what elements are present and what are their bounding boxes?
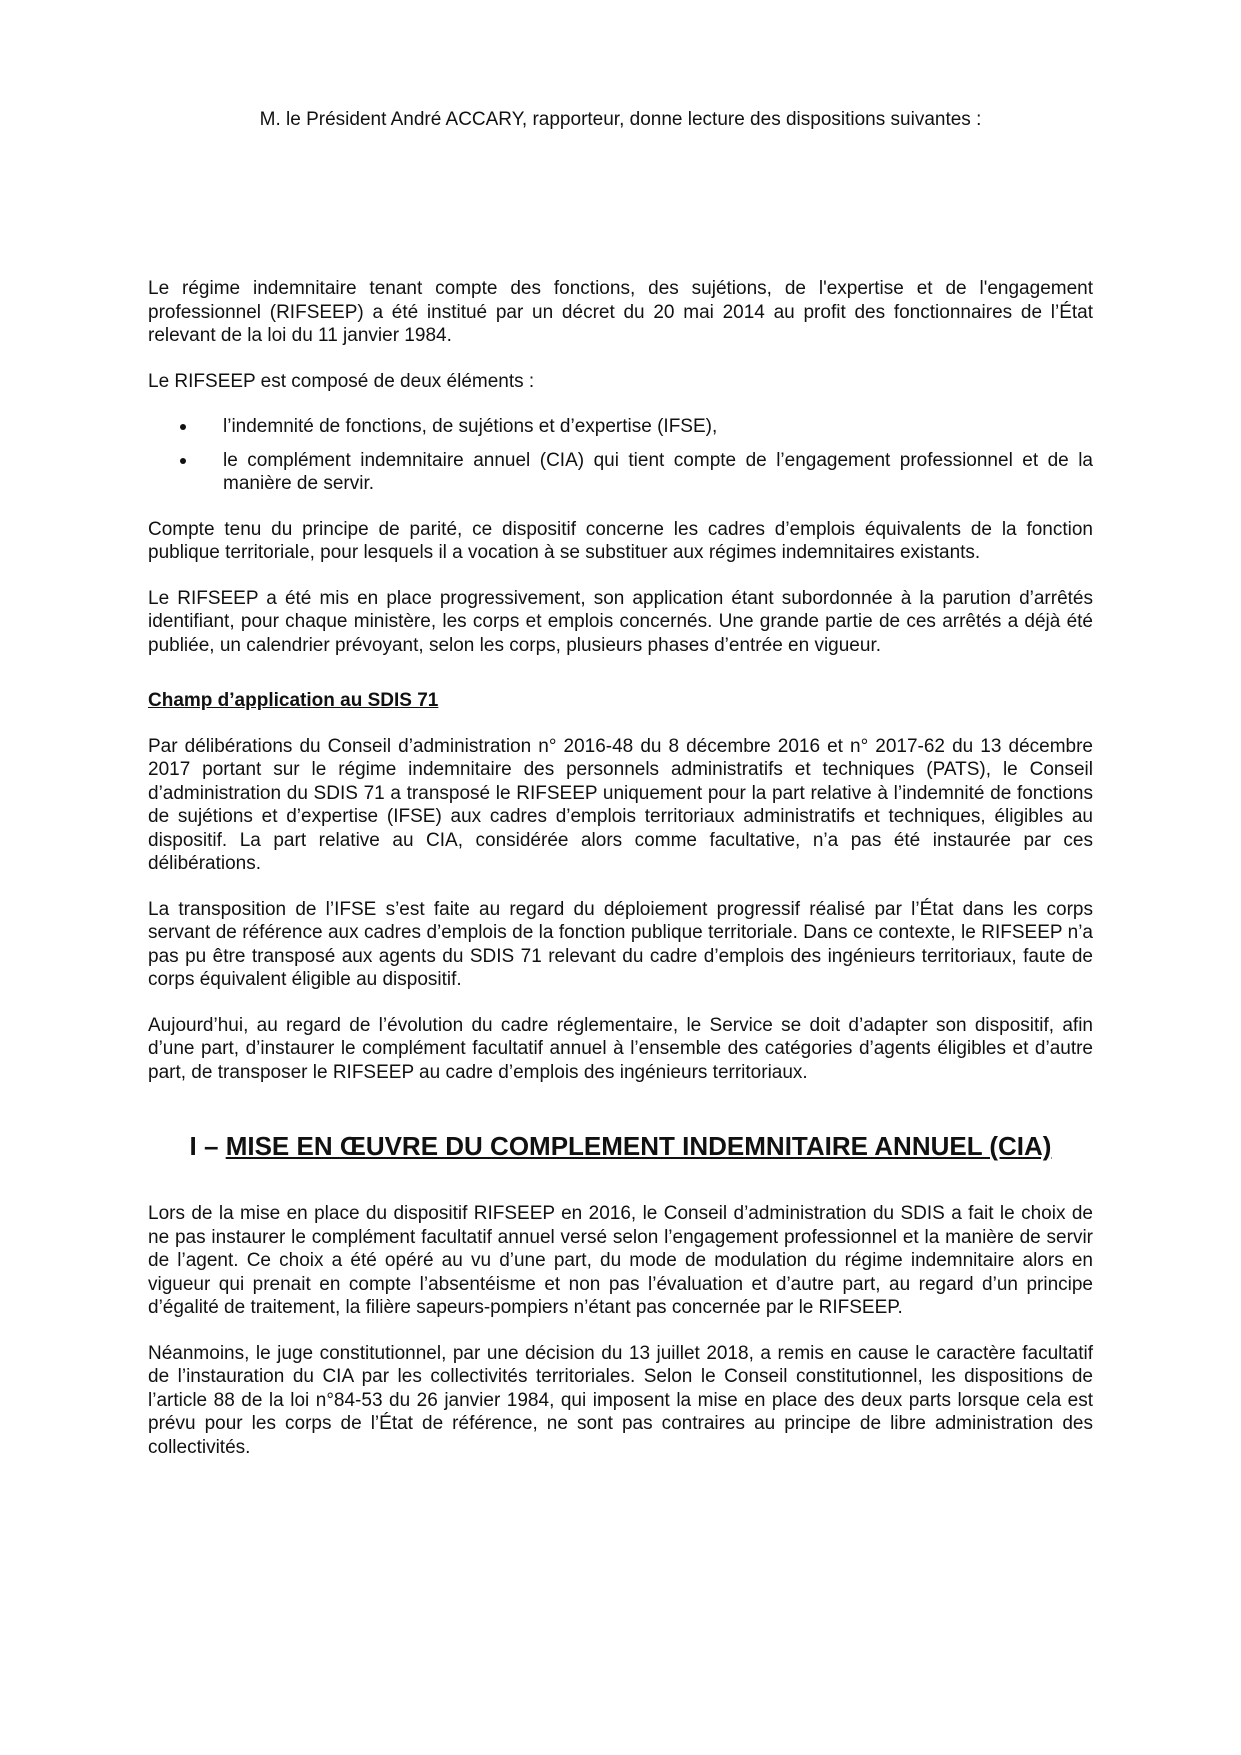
paragraph-ifse-transposition: La transposition de l’IFSE s’est faite au regard du déploiement progressif réalisé par l’État dans les corps servant de référence aux cadres d’emplois de la fonction publique territoriale. Dans ce contexte, le RIFSEEP n’a pas pu être transposé aux agents du SDIS 71 relevant du cadre d’emplois des ingénieurs territoriaux, faute de corps équivalent éligible au dispositif. [148,898,1093,990]
section-title-text: MISE EN ŒUVRE DU COMPLEMENT INDEMNITAIRE ANNUEL (CIA) [225,1131,1052,1161]
bullet-icon [180,458,186,464]
paragraph-cia-history: Lors de la mise en place du dispositif RIFSEEP en 2016, le Conseil d’administration du SDIS a fait le choix de ne pas instaurer le complément facultatif annuel versé selon l’engagement professionnel et la manière de servir de l’agent. Ce choix a été opéré au vu d’une part, du mode de modulation du régime indemnitaire alors en vigueur qui prenait en compte l’absentéisme et non pas l’évaluation et d’autre part, au regard d’un principe d’égalité de traitement, la filière sapeurs-pompiers n’étant pas concernée par le RIFSEEP. [148,1203,1093,1318]
paragraph-constitutional-decision: Néanmoins, le juge constitutionnel, par une décision du 13 juillet 2018, a remis en cause le caractère facultatif de l’instauration du CIA par les collectivités territoriales. Selon le Conseil constitutionnel, les dispositions de l’article 88 de la loi n°84-53 du 26 janvier 1984, qui imposent la mise en place des deux parts lorsque cela est prévu pour les corps de l’État de référence, ne sont pas contraires au principe de libre administration des collectivités. [148,1342,1093,1458]
paragraph-progressive-rollout: Le RIFSEEP a été mis en place progressivement, son application étant subordonnée à la parution d’arrêtés identifiant, pour chaque ministère, les corps et emplois concernés. Une grande partie de ces arrêtés a déjà été publiée, un calendrier prévoyant, selon les corps, plusieurs phases d’entrée en vigueur. [148,587,1093,656]
list-item-text: l’indemnité de fonctions, de sujétions et d’expertise (IFSE), [223,416,718,437]
subheading-scope: Champ d’application au SDIS 71 [148,690,439,711]
bullet-list [148,415,1093,496]
list-item [148,449,1093,496]
paragraph-rifseep-composition: Le RIFSEEP est composé de deux éléments : [148,370,535,392]
paragraph-rifseep-definition: Le régime indemnitaire tenant compte des fonctions, des sujétions, de l'expertise et de l'engagement professionnel (RIFSEEP) a été institué par un décret du 20 mai 2014 au profit des fonctionnaires de l’État relevant de la loi du 11 janvier 1984. [148,278,1093,346]
document-body [148,277,1093,1459]
intro-line: M. le Président André ACCARY, rapporteur, donne lecture des dispositions suivantes : [259,109,982,130]
paragraph-deliberations: Par délibérations du Conseil d’administration n° 2016-48 du 8 décembre 2016 et n° 2017-62 du 13 décembre 2017 portant sur le régime indemnitaire des personnels administratifs et techniques (PATS), le Conseil d’administration du SDIS 71 a transposé le RIFSEEP uniquement pour la part relative à l’indemnité de fonctions de sujétions et d’expertise (IFSE) aux cadres d’emplois territoriaux administratifs et techniques, éligibles au dispositif. La part relative au CIA, considérée alors comme facultative, n’a pas été instaurée par ces délibérations. [148,735,1093,874]
bullet-icon [180,424,186,430]
section-number: I – [189,1131,226,1161]
section-heading [148,1130,1093,1162]
list-item-text: le complément indemnitaire annuel (CIA) qui tient compte de l’engagement professionnel et de la manière de servir. [223,449,1093,494]
paragraph-parity: Compte tenu du principe de parité, ce dispositif concerne les cadres d’emplois équivalents de la fonction publique territoriale, pour lesquels il a vocation à se substituer aux régimes indemnitaires existants. [148,518,1093,563]
list-item [148,415,1093,439]
paragraph-current-adaptation: Aujourd’hui, au regard de l’évolution du cadre réglementaire, le Service se doit d’adapter son dispositif, afin d’une part, d’instaurer le complément facultatif annuel à l’ensemble des catégories d’agents éligibles et d’autre part, de transposer le RIFSEEP au cadre d’emplois des ingénieurs territoriaux. [148,1014,1093,1083]
